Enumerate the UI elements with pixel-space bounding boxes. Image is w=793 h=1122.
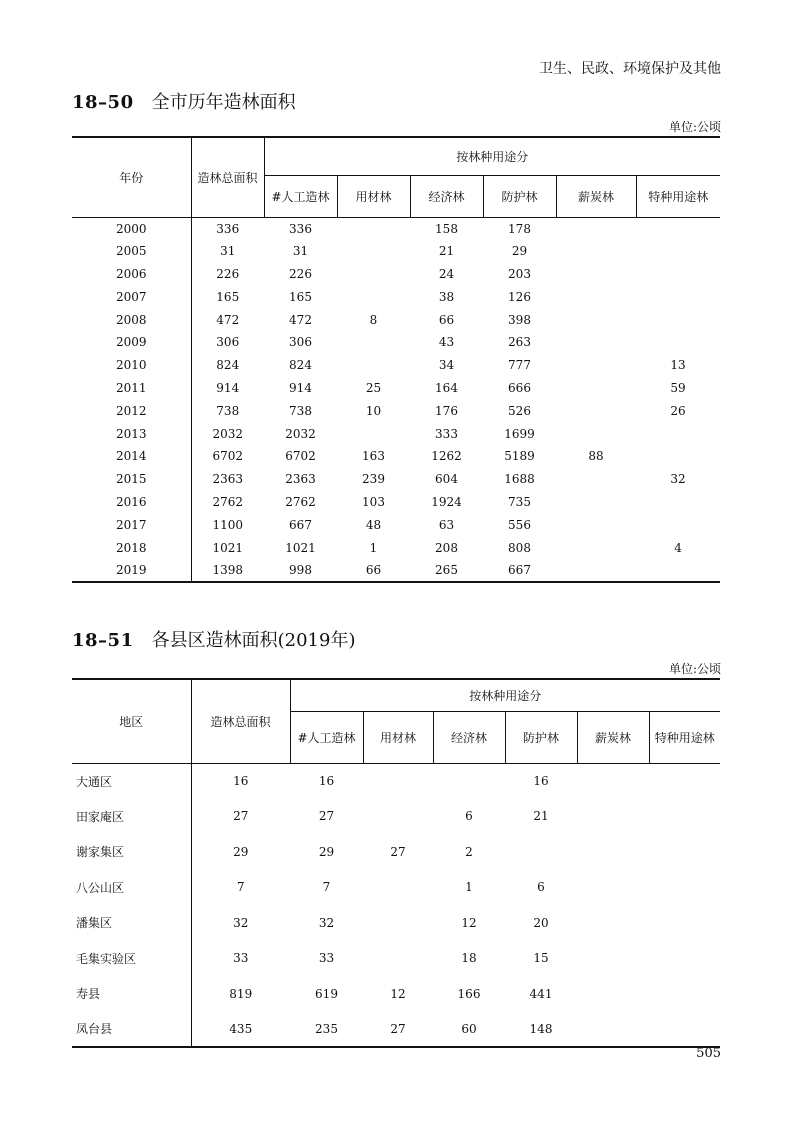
table-row: [72, 491, 720, 514]
table-cell: [556, 354, 636, 377]
table-cell: 166: [457, 986, 481, 1001]
table-cell: 1262: [431, 449, 462, 464]
table-cell: 12: [390, 986, 406, 1001]
table-cell: [363, 799, 433, 835]
table-cell: [337, 240, 410, 263]
row-label: 2019: [115, 562, 147, 577]
table-cell: 24: [438, 266, 455, 281]
table-cell: 914: [191, 377, 264, 400]
table-cell: 29: [191, 834, 290, 870]
table-cell: 148: [529, 1021, 553, 1036]
table-cell: 239: [362, 472, 385, 487]
table1-body: [72, 217, 720, 582]
table-cell: 32: [670, 472, 686, 487]
table-cell: [649, 976, 720, 1012]
table-cell: [577, 870, 649, 906]
row-label: 八公山区: [76, 880, 125, 895]
table2-header-sub: 用材林: [363, 711, 433, 763]
table2-header-first: 地区: [72, 679, 191, 763]
table-cell: 819: [191, 976, 290, 1012]
table-cell: 32: [318, 915, 335, 930]
table-cell: 10: [365, 403, 382, 418]
table-cell: [556, 468, 636, 491]
table-cell: [556, 240, 636, 263]
table-cell: [636, 217, 720, 240]
table-cell: [636, 491, 720, 514]
row-label: 田家庵区: [76, 809, 125, 824]
row-label: 2017: [115, 517, 147, 532]
table-cell: 12: [461, 915, 477, 930]
table2-body: [72, 763, 720, 1047]
table-cell: 5189: [504, 449, 535, 464]
table-row: [72, 399, 720, 422]
table-cell: 6702: [285, 449, 316, 464]
table-cell: 2363: [191, 468, 264, 491]
table-cell: [636, 559, 720, 582]
table-cell: 25: [365, 380, 382, 395]
table-cell: 526: [508, 403, 531, 418]
table-cell: 88: [588, 449, 604, 464]
row-label: 2006: [115, 266, 147, 281]
table-cell: 226: [289, 266, 312, 281]
row-label: 2009: [115, 335, 147, 350]
table2-title: [72, 626, 355, 652]
table-cell: [556, 422, 636, 445]
row-label: 2011: [115, 380, 147, 395]
table-cell: 8: [369, 312, 378, 327]
table-cell: 556: [508, 517, 531, 532]
table-cell: 472: [191, 308, 264, 331]
table-row: [72, 285, 720, 308]
table-cell: 1: [465, 880, 473, 895]
table-cell: 333: [435, 426, 458, 441]
table-cell: 2032: [285, 426, 316, 441]
table-cell: 336: [191, 217, 264, 240]
table-cell: [556, 377, 636, 400]
table-cell: 16: [318, 774, 335, 788]
table-cell: 1688: [504, 472, 535, 487]
table-cell: 21: [438, 244, 455, 259]
row-label: 2013: [115, 426, 147, 441]
table-cell: 203: [508, 266, 531, 281]
row-label: 2010: [115, 358, 147, 373]
table-cell: 263: [508, 335, 531, 350]
table-cell: 158: [435, 221, 458, 236]
table-cell: 29: [511, 244, 528, 259]
table-cell: 27: [390, 1021, 406, 1036]
table-row: [72, 834, 720, 870]
table-cell: 2762: [285, 494, 316, 509]
table-row: [72, 308, 720, 331]
table-row: [72, 976, 720, 1012]
table-cell: 38: [438, 289, 455, 304]
table-row: [72, 263, 720, 286]
table2-unit: 单位:公顷: [668, 662, 721, 676]
table-cell: [636, 263, 720, 286]
row-label: 2008: [115, 312, 147, 327]
table-cell: 165: [289, 289, 312, 304]
table-row: [72, 468, 720, 491]
table-cell: [636, 422, 720, 445]
row-label: 2000: [115, 221, 147, 236]
table2-header-sub: #人工造林: [290, 711, 363, 763]
table-cell: 306: [289, 335, 312, 350]
table-cell: 336: [289, 221, 312, 236]
table-cell: 103: [362, 494, 385, 509]
row-label: 寿县: [76, 987, 101, 1002]
table-row: [72, 763, 720, 799]
table-cell: [577, 799, 649, 835]
table-cell: [649, 834, 720, 870]
table-cell: [363, 941, 433, 977]
table-cell: [363, 870, 433, 906]
table1: [72, 136, 720, 583]
table-cell: [337, 217, 410, 240]
table-cell: [337, 263, 410, 286]
table-row: [72, 377, 720, 400]
row-label: 凤台县: [76, 1022, 113, 1037]
table-cell: 824: [191, 354, 264, 377]
table-cell: 13: [670, 358, 686, 373]
table-cell: 666: [508, 380, 531, 395]
table-cell: 20: [533, 915, 549, 930]
table-cell: 7: [322, 880, 331, 895]
table-cell: 6702: [191, 445, 264, 468]
table-row: [72, 240, 720, 263]
table-cell: 265: [435, 562, 458, 577]
table-cell: 15: [533, 951, 549, 966]
table-cell: 208: [435, 540, 458, 555]
table1-header-total: 造林总面积: [191, 137, 264, 217]
table-cell: [556, 217, 636, 240]
table1-header-sub: 用材林: [337, 175, 410, 217]
table-cell: 1699: [504, 426, 535, 441]
row-label: 2005: [115, 244, 147, 259]
table-cell: [636, 308, 720, 331]
table-cell: 667: [508, 562, 531, 577]
table-cell: 16: [533, 774, 549, 788]
row-label: 2016: [115, 494, 147, 509]
table-cell: [337, 331, 410, 354]
table-cell: [363, 763, 433, 799]
table-cell: 59: [670, 380, 686, 395]
table-cell: 1398: [191, 559, 264, 582]
row-label: 谢家集区: [76, 845, 125, 860]
table-cell: 1924: [431, 494, 462, 509]
table-cell: 31: [191, 240, 264, 263]
section-header: 卫生、民政、环境保护及其他: [539, 61, 721, 77]
table2: [72, 678, 720, 1048]
table2-header-total: 造林总面积: [191, 679, 290, 763]
table-cell: 2032: [191, 422, 264, 445]
table-cell: 1100: [191, 513, 264, 536]
table-row: [72, 799, 720, 835]
table-cell: [337, 285, 410, 308]
row-label: 潘集区: [76, 916, 113, 931]
table-cell: 738: [289, 403, 312, 418]
table-cell: 735: [508, 494, 531, 509]
row-label: 大通区: [76, 774, 113, 789]
table1-header-sub: 防护林: [483, 175, 556, 217]
table-cell: 126: [508, 289, 531, 304]
table2-header-group: 按林种用途分: [290, 679, 720, 711]
table-row: [72, 536, 720, 559]
table-cell: 21: [533, 809, 549, 824]
table-cell: 998: [289, 562, 312, 577]
table-cell: 163: [362, 449, 385, 464]
table-row: [72, 905, 720, 941]
table2-header-sub: 薪炭林: [577, 711, 649, 763]
table-cell: 165: [191, 285, 264, 308]
table-cell: 619: [315, 986, 338, 1001]
table-cell: 6: [465, 809, 473, 824]
table-cell: [556, 559, 636, 582]
table-row: [72, 559, 720, 582]
table-cell: [636, 285, 720, 308]
table-cell: 306: [191, 331, 264, 354]
table-cell: [556, 491, 636, 514]
table2-header-sub: 经济林: [433, 711, 505, 763]
table-row: [72, 513, 720, 536]
table1-header-group: 按林种用途分: [264, 137, 720, 175]
table-row: [72, 870, 720, 906]
table-cell: [577, 763, 649, 799]
table1-number: 18–50: [72, 92, 134, 113]
table-cell: [649, 1012, 720, 1048]
table-cell: [577, 834, 649, 870]
row-label: 2007: [115, 289, 147, 304]
table-cell: 43: [438, 335, 455, 350]
table-cell: 32: [191, 905, 290, 941]
table-cell: 1021: [191, 536, 264, 559]
table-cell: 777: [508, 358, 531, 373]
table-cell: [556, 536, 636, 559]
table-cell: [556, 263, 636, 286]
table-cell: 60: [461, 1021, 477, 1036]
table-cell: 6: [537, 880, 545, 895]
table-row: [72, 217, 720, 240]
row-label: 2015: [115, 472, 147, 487]
table-cell: 33: [191, 941, 290, 977]
table-cell: 1: [369, 540, 378, 555]
table-cell: 441: [529, 986, 553, 1001]
table-cell: 31: [292, 244, 309, 259]
table-cell: [649, 870, 720, 906]
table-cell: 435: [191, 1012, 290, 1048]
table-cell: 738: [191, 399, 264, 422]
table-row: [72, 422, 720, 445]
table-cell: 27: [318, 809, 335, 824]
table2-name: 各县区造林面积(2019年): [151, 630, 356, 651]
table-cell: 2: [465, 844, 473, 859]
table-cell: 164: [435, 380, 458, 395]
table-cell: 914: [289, 380, 312, 395]
table-cell: 178: [508, 221, 531, 236]
row-label: 2014: [115, 449, 147, 464]
table-cell: 235: [315, 1021, 338, 1036]
table-cell: [505, 834, 577, 870]
table1-unit: 单位:公顷: [668, 120, 721, 134]
table-cell: [556, 285, 636, 308]
table1-header-first: 年份: [72, 137, 191, 217]
row-label: 毛集实验区: [76, 951, 137, 966]
table-cell: 472: [289, 312, 312, 327]
table-row: [72, 331, 720, 354]
table2-header-sub: 特种用途林: [649, 711, 720, 763]
row-label: 2018: [115, 540, 147, 555]
table-cell: [649, 941, 720, 977]
table-cell: 808: [508, 540, 531, 555]
table-cell: [556, 399, 636, 422]
table-cell: 2363: [285, 472, 316, 487]
page-number: 505: [696, 1046, 721, 1061]
table-cell: 824: [289, 358, 312, 373]
table1-header-sub: #人工造林: [264, 175, 337, 217]
table-cell: [363, 905, 433, 941]
table-row: [72, 1012, 720, 1048]
table1-header-sub: 薪炭林: [556, 175, 636, 217]
table-cell: 63: [438, 517, 455, 532]
row-label: 2012: [115, 403, 147, 418]
table1-name: 全市历年造林面积: [151, 92, 296, 113]
table-row: [72, 354, 720, 377]
table-cell: 66: [438, 312, 455, 327]
table-cell: [337, 422, 410, 445]
table-cell: [636, 331, 720, 354]
table-cell: [636, 513, 720, 536]
table-cell: 27: [390, 844, 406, 859]
table-cell: 7: [191, 870, 290, 906]
table-cell: [556, 513, 636, 536]
table-cell: [556, 308, 636, 331]
table-cell: [649, 799, 720, 835]
table-cell: 66: [365, 562, 382, 577]
table-cell: 604: [435, 472, 458, 487]
table-cell: 34: [438, 358, 455, 373]
table-cell: 398: [508, 312, 531, 327]
table1-header-sub: 经济林: [410, 175, 483, 217]
table-cell: [433, 763, 505, 799]
table-cell: [649, 905, 720, 941]
table-cell: [577, 905, 649, 941]
table-cell: 33: [318, 951, 335, 966]
table1-title: [72, 88, 296, 114]
table-row: [72, 445, 720, 468]
table-cell: [636, 240, 720, 263]
table-cell: [577, 1012, 649, 1048]
table-cell: [577, 976, 649, 1012]
table-cell: 4: [674, 540, 682, 555]
table-cell: 48: [365, 517, 382, 532]
table-cell: 16: [191, 763, 290, 799]
table-cell: 27: [191, 799, 290, 835]
table-cell: [649, 763, 720, 799]
table2-header-sub: 防护林: [505, 711, 577, 763]
table2-number: 18–51: [72, 630, 134, 651]
table-cell: [577, 941, 649, 977]
table-cell: 2762: [191, 491, 264, 514]
table-cell: 667: [289, 517, 312, 532]
table-cell: [556, 331, 636, 354]
table-cell: [636, 445, 720, 468]
table-row: [72, 941, 720, 977]
table-cell: 29: [318, 844, 335, 859]
table-cell: 176: [435, 403, 458, 418]
table1-header-sub: 特种用途林: [636, 175, 720, 217]
table-cell: 1021: [285, 540, 316, 555]
table-cell: 26: [670, 403, 686, 418]
table-cell: 226: [191, 263, 264, 286]
table-cell: [337, 354, 410, 377]
table-cell: 18: [461, 951, 477, 966]
